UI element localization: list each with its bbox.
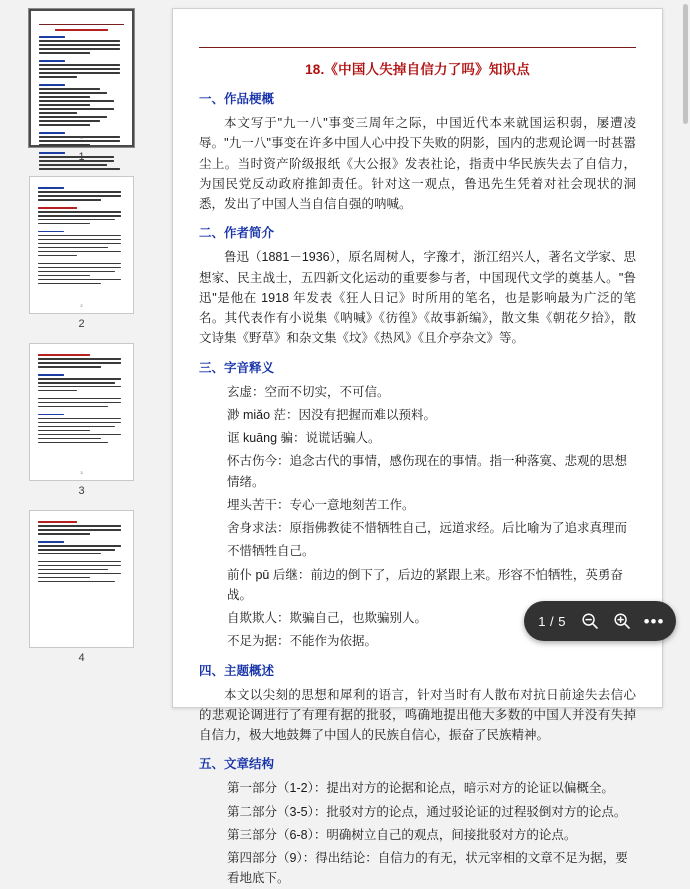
section-paragraph-2-1: 鲁迅（1881－1936），原名周树人，字豫才，浙江绍兴人，著名文学家、思想家、民主战士，五四新文化运动的重要参与者，中国现代文学的奠基人。"鲁迅"是他在 1918 年发表《狂人日记》时所用的笔名，也是影响最为广泛的笔名。其代表作有小说集《呐喊》《彷徨》《故事新编》，散文集《朝花夕拾》，散文诗集《野草》和杂文集《坟》《热风》《且介亭杂文》等。 — [199, 250, 636, 346]
thumbnail-list — [0, 0, 163, 677]
structure-item: 第一部分（1-2）：提出对方的论据和论点，暗示对方的论证以偏概全。 — [227, 781, 614, 796]
thumbnail-preview-1 — [39, 21, 124, 139]
viewer-toolbar[interactable] — [524, 601, 676, 641]
glossary-item: 怀古伤今：追念古代的事情，感伤现在的事情。指一种落寞、悲观的思想情绪。 — [227, 454, 628, 489]
thumbnail-label-3: 3 — [78, 485, 85, 497]
page-indicator: 1 / 5 — [538, 613, 566, 629]
thumbnail-sidebar[interactable] — [0, 0, 163, 664]
structure-item: 第二部分（3-5）：批驳对方的论点，通过驳论证的过程驳倒对方的论点。 — [227, 804, 627, 819]
more-options-icon[interactable] — [639, 606, 669, 636]
glossary-item: 舍身求法：原指佛教徒不惜牺牲自己，远道求经。后比喻为了追求真理而 — [227, 521, 628, 535]
zoom-in-icon[interactable] — [607, 606, 637, 636]
section-paragraph-4-1: 本文以尖刻的思想和犀利的语言，针对当时有人散布对抗日前途失去信心的悲观论调进行了有理有据的批驳，鸣确地提出他大多数的中国人并没有失掉自信力，极大地鼓舞了中国人的民族自信心，振奋了民族精神。 — [199, 687, 636, 742]
section-heading-5: 五、文章结构 — [199, 757, 275, 772]
structure-item: 第三部分（6-8）：明确树立自己的观点，间接批驳对方的论点。 — [227, 827, 577, 842]
page-title: 18.《中国人失掉自信力了吗》知识点 — [305, 62, 530, 77]
thumbnail-page-1[interactable] — [29, 9, 134, 147]
zoom-out-icon[interactable] — [575, 606, 605, 636]
thumbnail-page-2[interactable] — [29, 176, 134, 314]
thumbnail-preview-4 — [38, 521, 125, 641]
section-heading-4: 四、主题概述 — [199, 663, 275, 678]
thumbnail-page-number-mini-1: 1 — [80, 135, 83, 140]
thumbnail-label-2: 2 — [78, 318, 85, 330]
section-heading-2: 二、作者简介 — [199, 226, 275, 241]
document-view[interactable] — [163, 0, 690, 886]
thumbnail-page-3[interactable] — [29, 343, 134, 481]
title-divider — [199, 47, 636, 48]
structure-item: 第四部分（9）：得出结论：自信力的有无，状元宰相的文章不足为据，要看地底下。 — [227, 851, 628, 886]
glossary-item: 玄虚：空而不切实，不可信。 — [227, 384, 390, 399]
thumbnail-page-number-mini-3: 3 — [80, 470, 83, 475]
more-options-glyph: ••• — [643, 611, 665, 631]
glossary-item: 诓 kuāng 骗：说谎话骗人。 — [227, 431, 381, 445]
glossary-item: 前仆 pū 后继：前边的倒下了，后边的紧跟上来。形容不怕牺牲，英勇奋战。 — [227, 567, 623, 602]
section-heading-3: 三、字音释义 — [199, 360, 275, 375]
section-heading-1: 一、作品梗概 — [199, 92, 275, 106]
glossary-item: 不足为据：不能作为依据。 — [227, 634, 378, 649]
scrollbar-thumb[interactable] — [683, 4, 688, 124]
thumbnail-page-number-mini-2: 2 — [80, 303, 83, 308]
thumbnail-label-4: 4 — [78, 652, 85, 664]
section-paragraph-1-1: 本文写于"九一八"事变三周年之际，中国近代本来就国运积弱，屡遭凌辱。"九一八"事变在许多中国人心中投下失败的阴影，国内的悲观论调一时甚嚣尘上。当时资产阶级报纸《大公报》发表社论，指责中华民族失去了自信力，为国民党反动政府推卸责任。针对这一观点，鲁迅先生凭着对社会现状的洞悉，发出了中国人当自信自强的呐喊。 — [199, 116, 636, 211]
glossary-item: 不惜牺牲自己。 — [227, 544, 315, 559]
glossary-item: 渺 miǎo 茫：因没有把握而难以预料。 — [227, 407, 437, 422]
glossary-item: 埋头苦干：专心一意地刻苦工作。 — [227, 497, 415, 512]
vertical-scrollbar[interactable] — [682, 0, 690, 660]
glossary-item: 自欺欺人：欺骗自己，也欺骗别人。 — [227, 611, 428, 625]
thumbnail-preview-2 — [38, 187, 125, 307]
thumbnail-preview-3 — [38, 354, 125, 474]
thumbnail-page-4[interactable] — [29, 510, 134, 648]
